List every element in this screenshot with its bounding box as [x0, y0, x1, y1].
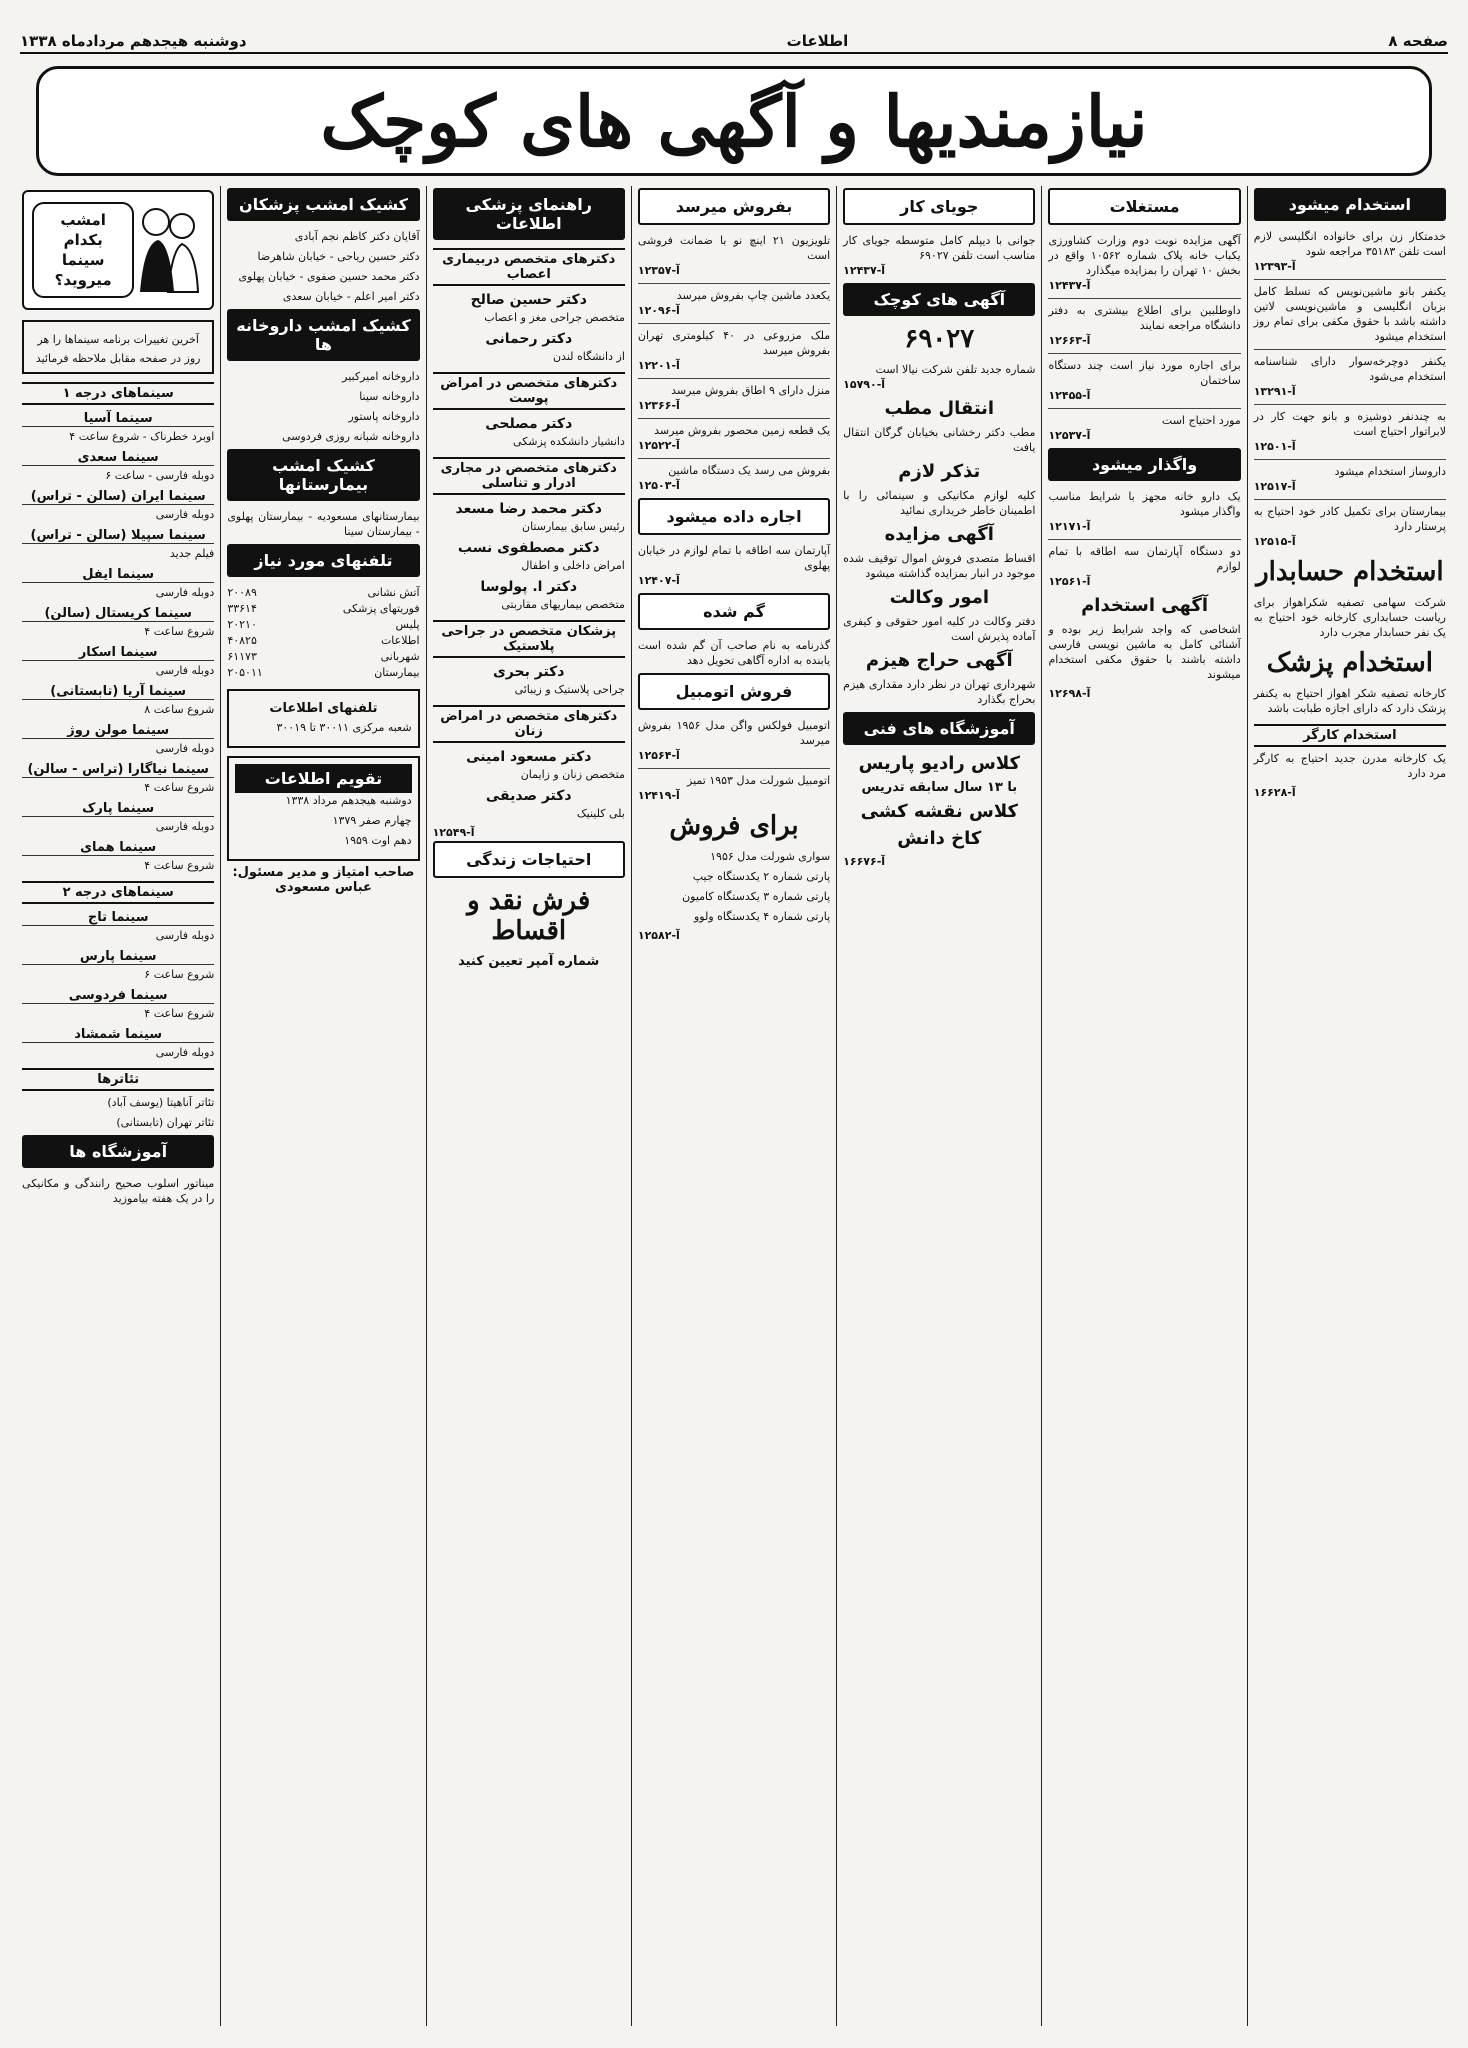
- doctor-name: دکتر صدیقی: [485, 788, 572, 804]
- list-item: دکتر امیر اعلم - خیابان سعدی: [282, 290, 420, 303]
- clinic-transfer-text: مطب دکتر رخشانی بخیابان گرگان انتقال یافت: [843, 426, 1036, 454]
- specialty-heading: دکترهای متخصص در امراض زنان: [433, 705, 625, 743]
- phone-row: شهربانی ۶۱۱۷۳: [227, 650, 420, 663]
- list-item: برای اجاره مورد نیاز است چند دستگاه ساختمان ۱۲۴۵۵-آ: [1048, 359, 1241, 402]
- doctor-text: کارخانه تصفیه شکر اهواز احتیاج به یکنفر پزشک دارد که دارای اجازه طبابت باشد: [1253, 687, 1446, 715]
- for-rent-heading: واگذار میشود: [1048, 448, 1240, 481]
- column-tenants: [1041, 186, 1246, 2026]
- hospitals-text: بیمارستانهای مسعودیه - بیمارستان پهلوی - بیمارستان سینا: [227, 510, 420, 538]
- legal-affairs-text: دفتر وکالت در کلیه امور حقوقی و کیفری آماده پذیرش است: [843, 615, 1036, 643]
- info-phones-title: تلفنهای اطلاعات: [269, 701, 378, 716]
- job-seekers-heading: جویای کار: [843, 188, 1035, 225]
- cinema-showtime: دوبله فارسی: [155, 929, 215, 942]
- list-item: مورد احتیاج است ۱۲۵۳۷-آ: [1048, 414, 1241, 442]
- list-item: دکتر محمد حسین صفوی - خیابان پهلوی: [238, 270, 420, 283]
- for-sale-headline: برای فروش: [669, 811, 799, 841]
- tenants-heading: مستغلات: [1048, 188, 1240, 225]
- classifieds-banner: [36, 66, 1432, 176]
- cinema-name: سینما فردوسی: [22, 988, 214, 1004]
- cinema-showtime: دوبله فارسی: [155, 586, 215, 599]
- doctor-info: بلی کلینیک: [576, 807, 625, 820]
- cinema-question: امشب بکدام سینما میروید؟: [32, 202, 134, 298]
- list-item: پارتی شماره ۴ یکدستگاه ولوو: [693, 910, 831, 923]
- night-pharmacies-heading: کشیک امشب داروخانه ها: [227, 309, 419, 361]
- cinema-showtime: شروع ساعت ۴: [144, 781, 215, 794]
- list-item: آگهی مزایده نوبت دوم وزارت کشاورزی یکباب خانه پلاک شماره ۱۰۵۶۲ واقع در بخش ۱۰ تهران را بمزایده میگذارد ۱۲۴۳۷-آ: [1048, 234, 1241, 292]
- cinema-showtime: دوبله فارسی: [155, 742, 215, 755]
- publisher-signature: صاحب امتیاز و مدیر مسئول: عباس مسعودی: [232, 865, 415, 895]
- doctor-info: دانشیار دانشکده پزشکی: [513, 435, 625, 448]
- doctor-name: دکتر حسین صالح: [470, 292, 587, 308]
- radio-class-title: کلاس رادیو پاریس: [858, 753, 1020, 774]
- clinic-transfer-title: انتقال مطب: [884, 398, 995, 419]
- grade-2-heading: سینماهای درجه ۲: [22, 881, 214, 904]
- phone-row: بیمارستان ۲۰۵۰۱۱: [227, 666, 420, 679]
- useful-phones-heading: تلفنهای مورد نیاز: [227, 544, 419, 577]
- doctor-info: رئیس سابق بیمارستان: [521, 520, 625, 533]
- list-item: ملک مزروعی در ۴۰ کیلومتری تهران بفروش میرسد ۱۲۲۰۱-آ: [637, 329, 831, 372]
- phone-row: فوریتهای پزشکی ۳۳۶۱۴: [227, 602, 420, 615]
- list-item: منزل دارای ۹ اطاق بفروش میرسد ۱۲۳۶۶-آ: [637, 384, 831, 412]
- banner-title: نیازمندیها و آگهی های کوچک: [320, 79, 1148, 163]
- theatre-name: تئاتر تهران (تابستانی): [116, 1116, 215, 1129]
- list-item: یک قطعه زمین محصور بفروش میرسد ۱۲۵۲۲-آ: [637, 424, 831, 452]
- cinema-name: سینما پارس: [22, 949, 214, 965]
- theatre-name: تئاتر آناهیتا (یوسف آباد): [107, 1096, 215, 1109]
- list-item: داروخانه سینا: [359, 390, 420, 403]
- auction-title: آگهی مزایده: [884, 524, 994, 545]
- lost-text: گذرنامه به نام صاحب آن گم شده است یابنده به اداره آگاهی تحویل دهد: [637, 639, 831, 667]
- newspaper-name: اطلاعات: [786, 32, 849, 50]
- for-sale-heading: بفروش میرسد: [638, 188, 830, 225]
- reminder-title: تذکر لازم: [898, 461, 981, 482]
- list-item: پارتی شماره ۲ یکدستگاه جیپ: [692, 870, 831, 883]
- carpet-headline: فرش نقد و اقساط: [467, 886, 591, 946]
- cinema-name: سینما آسیا: [22, 411, 214, 427]
- hiring-notice-text: اشخاصی که واجد شرایط زیر بوده و آشنائی کامل به ماشین نویسی فارسی داشته باشند با حقوق مکفی استخدام میشوند: [1048, 623, 1241, 681]
- list-item: اتومبیل فولکس واگن مدل ۱۹۵۶ بفروش میرسد ۱۲۵۶۴-آ: [637, 719, 831, 762]
- couple-illustration-icon: [134, 200, 204, 300]
- phone-row: اطلاعات ۴۰۸۲۵: [227, 634, 420, 647]
- ad-id: ۱۶۶۲۸-آ: [1253, 786, 1296, 799]
- list-item: آقایان دکتر کاظم نجم آبادی: [294, 230, 420, 243]
- list-item: یکنفر بانو ماشین‌نویس که تسلط کامل بزبان انگلیسی و ماشین‌نویسی لاتین داشته باشد با حقوق مکفی برای تمام روز استخدام میشود: [1253, 285, 1446, 343]
- ad-id: ۱۲۵۸۲-آ: [637, 929, 680, 942]
- specialty-heading: پزشکان متخصص در جراحی پلاستیک: [433, 620, 625, 658]
- doctor-headline: استخدام پزشک: [1266, 648, 1433, 678]
- cinema-name: سینما آریا (تابستانی): [22, 684, 214, 700]
- knowledge-palace-title: کاخ دانش: [897, 828, 982, 849]
- page-number: صفحه ۸: [1388, 32, 1448, 50]
- life-needs-heading: احتیاجات زندگی: [433, 841, 625, 878]
- night-doctors-heading: کشیک امشب پزشکان: [227, 188, 419, 221]
- car-sale-heading: فروش اتومبیل: [638, 673, 830, 710]
- cinema-showtime: دوبله فارسی: [155, 1046, 215, 1059]
- list-item: خدمتکار زن برای خانواده انگلیسی لازم است تلفن ۳۵۱۸۳ مراجعه شود ۱۲۳۹۳-آ: [1253, 230, 1446, 273]
- firewood-auction-text: شهرداری تهران در نظر دارد مقداری هیزم بحراج بگذارد: [843, 678, 1036, 706]
- cinema-name: سینما مولن روژ: [22, 723, 214, 739]
- cinema-showtime: شروع ساعت ۴: [144, 859, 215, 872]
- column-employment: [1247, 186, 1452, 2026]
- doctor-name: دکتر بحری: [492, 664, 565, 680]
- firewood-auction-title: آگهی حراج هیزم: [865, 650, 1013, 671]
- theatres-heading: تئاترها: [22, 1068, 214, 1091]
- list-item: پارتی شماره ۳ یکدستگاه کامیون: [682, 890, 831, 903]
- calendar-line: دوشنبه هیجدهم مرداد ۱۳۳۸: [285, 794, 412, 807]
- carpet-subtitle: شماره آمپر تعیین کنید: [458, 954, 600, 969]
- doctor-name: دکتر مصطفوی نسب: [457, 540, 600, 556]
- cinema-illustration: [22, 190, 214, 310]
- column-for-sale: [631, 186, 836, 2026]
- doctor-name: دکتر مسعود امینی: [466, 749, 592, 765]
- lost-heading: گم شده: [638, 593, 830, 630]
- doctor-info: جراحی پلاستیک و زیبائی: [514, 683, 625, 696]
- cinema-name: سینما سعدی: [22, 450, 214, 466]
- cinema-name: سینما شمشاد: [22, 1027, 214, 1043]
- drafting-class-title: کلاس نقشه کشی: [860, 801, 1019, 822]
- cinema-showtime: شروع ساعت ۶: [144, 968, 215, 981]
- specialty-heading: دکترهای متخصص در مجاری ادرار و تناسلی: [433, 457, 625, 495]
- column-job-seekers: [836, 186, 1041, 2026]
- specialty-heading: دکترهای متخصص در امراض پوست: [433, 372, 625, 410]
- phone-row: آتش نشانی ۲۰۰۸۹: [227, 586, 420, 599]
- column-night-duty: [220, 186, 425, 2026]
- list-item: شماره جدید تلفن شرکت نیالا است ۱۵۷۹۰-آ: [843, 363, 1036, 391]
- cinema-name: سینما همای: [22, 840, 214, 856]
- night-hospitals-heading: کشیک امشب بیمارستانها: [227, 449, 419, 501]
- doctor-info: امراض داخلی و اطفال: [521, 559, 625, 572]
- for-rent-heading-2: اجاره داده میشود: [638, 498, 830, 535]
- cinema-name: سینما سپیلا (سالن - تراس): [22, 528, 214, 544]
- school-text: میناتور اسلوب صحیح رانندگی و مکانیکی را در یک هفته بیاموزید: [22, 1177, 215, 1205]
- list-item: یکنفر دوچرخه‌سوار دارای شناسنامه استخدام می‌شود ۱۳۲۹۱-آ: [1253, 355, 1446, 398]
- calendar-title: تقویم اطلاعات: [235, 764, 411, 793]
- list-item: بفروش می رسد یک دستگاه ماشین ۱۲۵۰۳-آ: [637, 464, 831, 492]
- cinema-name: سینما اسکار: [22, 645, 214, 661]
- ad-id: ۱۶۶۷۶-آ: [843, 855, 886, 868]
- cinema-name: سینما ایفل: [22, 567, 214, 583]
- worker-headline: استخدام کارگر: [1254, 724, 1446, 747]
- schools-heading: آموزشگاه ها: [22, 1135, 214, 1168]
- doctor-name: دکتر ا. پولوسا: [480, 579, 578, 595]
- cinema-showtime: شروع ساعت ۴: [144, 1007, 215, 1020]
- auction-text: اقساط متصدی فروش اموال توقیف شده موجود در انبار بمزایده گذاشته میشود: [843, 552, 1036, 580]
- cinema-showtime: دوبله فارسی - ساعت ۶: [105, 469, 215, 482]
- doctor-info: از دانشگاه لندن: [552, 350, 625, 363]
- list-item: داوطلبین برای اطلاع بیشتری به دفتر دانشگاه مراجعه نمایند ۱۲۶۶۳-آ: [1048, 304, 1241, 347]
- list-item: دکتر حسین ریاحی - خیابان شاهرضا: [257, 250, 420, 263]
- cinema-name: سینما ایران (سالن - تراس): [22, 489, 214, 505]
- list-item: جوانی با دیپلم کامل متوسطه جویای کار مناسب است تلفن ۶۹۰۲۷ ۱۲۴۳۷-آ: [843, 234, 1036, 277]
- specialty-heading: دکترهای متخصص دربیماری اعصاب: [433, 248, 625, 286]
- list-item: به چندنفر دوشیزه و بانو جهت کار در لابراتوار احتیاج است ۱۲۵۰۱-آ: [1253, 410, 1446, 453]
- cinema-showtime: دوبله فارسی: [155, 508, 215, 521]
- list-item: داروساز استخدام میشود ۱۲۵۱۷-آ: [1253, 465, 1446, 493]
- list-item: تلویزیون ۲۱ اینچ نو با ضمانت فروشی است ۱۲۳۵۷-آ: [637, 234, 831, 277]
- employment-heading: استخدام میشود: [1254, 188, 1446, 221]
- medical-guide-heading: راهنمای پزشکی اطلاعات: [433, 188, 625, 240]
- cinema-showtime: دوبله فارسی: [155, 820, 215, 833]
- list-item: اتومبیل شورلت مدل ۱۹۵۳ تمیز ۱۲۴۱۹-آ: [637, 774, 831, 802]
- grade-1-heading: سینماهای درجه ۱: [22, 382, 214, 405]
- list-item: داروخانه امیرکبیر: [342, 370, 420, 383]
- ad-id: ۱۲۶۹۸-آ: [1048, 687, 1091, 700]
- accountant-headline: استخدام حسابدار: [1256, 557, 1444, 587]
- doctor-name: دکتر مصلحی: [485, 416, 573, 432]
- calendar-line: چهارم صفر ۱۳۷۹: [332, 814, 412, 827]
- list-item: آپارتمان سه اطاقه با تمام لوازم در خیابان پهلوی ۱۲۴۰۷-آ: [637, 544, 831, 587]
- list-item: سواری شورلت مدل ۱۹۵۶: [710, 850, 831, 863]
- cinema-showtime: اوبرد خطرناک - شروع ساعت ۴: [69, 430, 215, 443]
- phone-number-headline: ۶۹۰۲۷: [904, 324, 975, 354]
- issue-date: دوشنبه هیجدهم مردادماه ۱۳۳۸: [20, 32, 247, 50]
- list-item: یک دارو خانه مجهز با شرایط مناسب واگذار میشود ۱۲۱۷۱-آ: [1048, 490, 1241, 533]
- column-medical-guide: [426, 186, 631, 2026]
- cinema-name: سینما نیاگارا (تراس - سالن): [22, 762, 214, 778]
- ad-id: ۱۲۵۴۹-آ: [432, 826, 475, 839]
- doctor-name: دکتر محمد رضا مسعد: [455, 501, 602, 517]
- cinema-showtime: دوبله فارسی: [155, 664, 215, 677]
- calendar-box: [227, 756, 419, 861]
- cinema-showtime: فیلم جدید: [169, 547, 215, 560]
- column-cinema: [16, 186, 220, 2026]
- cinema-showtime: شروع ساعت ۸: [144, 703, 215, 716]
- columns: [16, 186, 1452, 2026]
- doctor-name: دکتر رحمانی: [485, 331, 573, 347]
- accountant-text: شرکت سهامی تصفیه شکراهواز برای ریاست حسابداری کارخانه خود احتیاج به یک نفر حسابدار مجرب دارد: [1253, 596, 1446, 639]
- calendar-line: دهم اوت ۱۹۵۹: [344, 834, 412, 847]
- small-ads-heading: آگهی های کوچک: [843, 283, 1035, 316]
- page-header: [20, 30, 1448, 54]
- reminder-text: کلیه لوازم مکانیکی و سینمائی را با اطمینان خاطر خریداری نمائید: [843, 489, 1036, 517]
- doctor-info: متخصص بیماریهای مقاربتی: [501, 598, 625, 611]
- list-item: بیمارستان برای تکمیل کادر خود احتیاج به پرستار دارد ۱۲۵۱۵-آ: [1253, 505, 1446, 548]
- list-item: داروخانه پاستور: [348, 410, 420, 423]
- info-phones-box: [227, 689, 419, 748]
- cinema-notice: آخرین تغییرات برنامه سینماها را هر روز در صفحه مقابل ملاحظه فرمائید: [22, 320, 214, 374]
- list-item: دو دستگاه آپارتمان سه اطاقه با تمام لوازم ۱۲۵۶۱-آ: [1048, 545, 1241, 588]
- cinema-name: سینما کریستال (سالن): [22, 606, 214, 622]
- doctor-info: متخصص جراحی مغز و اعصاب: [484, 311, 625, 324]
- list-item: داروخانه شبانه روزی فردوسی: [282, 430, 420, 443]
- technical-schools-heading: آموزشگاه های فنی: [843, 712, 1035, 745]
- doctor-info: متخصص زنان و زایمان: [520, 768, 625, 781]
- info-phones-text: شعبه مرکزی ۳۰۰۱۱ تا ۳۰۰۱۹: [276, 721, 412, 734]
- cinema-name: سینما پارک: [22, 801, 214, 817]
- phone-row: پلیس ۲۰۲۱۰: [227, 618, 420, 631]
- radio-class-subtitle: با ۱۳ سال سابقه تدریس: [861, 780, 1018, 795]
- cinema-showtime: شروع ساعت ۴: [144, 625, 215, 638]
- legal-affairs-title: امور وکالت: [889, 587, 990, 608]
- worker-text: یک کارخانه مدرن جدید احتیاج به کارگر مرد دارد: [1253, 752, 1446, 780]
- cinema-name: سینما تاج: [22, 910, 214, 926]
- hiring-notice-title: آگهی استخدام: [1081, 595, 1209, 616]
- list-item: یکعدد ماشین چاپ بفروش میرسد ۱۲۰۹۶-آ: [637, 289, 831, 317]
